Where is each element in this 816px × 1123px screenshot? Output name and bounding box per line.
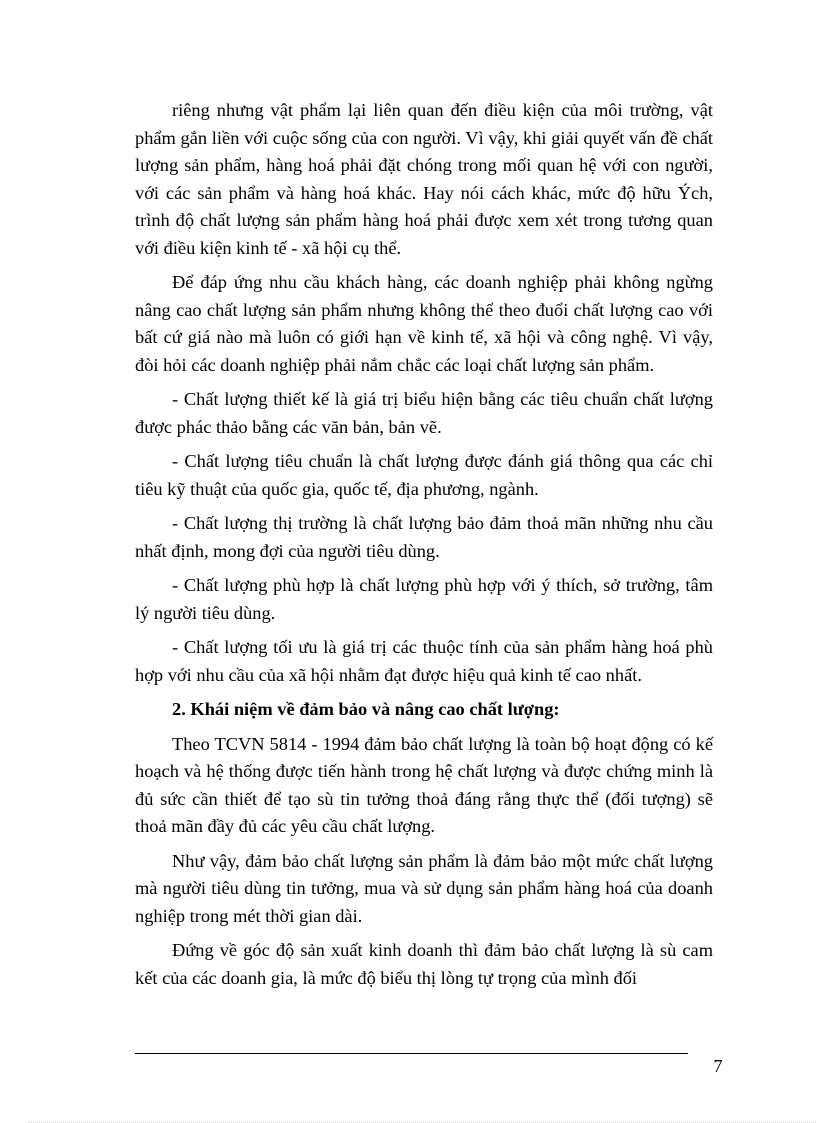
list-item-quality-design: - Chất lượng thiết kế là giá trị biểu hiện bằng các tiêu chuẩn chất lượng được phác thảo bằng các văn bản, bản vẽ. (135, 389, 713, 437)
page-body (135, 97, 713, 999)
section-heading: 2. Khái niệm về đảm bảo và nâng cao chất lượng: (172, 699, 560, 719)
list-item-quality-standard: - Chất lượng tiêu chuẩn là chất lượng được đánh giá thông qua các chỉ tiêu kỹ thuật của quốc gia, quốc tế, địa phương, ngành. (135, 451, 713, 499)
paragraph: Theo TCVN 5814 - 1994 đảm bảo chất lượng là toàn bộ hoạt động có kế hoạch và hệ thống được tiến hành trong hệ chất lượng và được chứng minh là đủ sức cần thiết để tạo sù tin tưởng thoả đáng rằng thực thể (đối tượng) sẽ thoả mãn đầy đủ các yêu cầu chất lượng. (135, 733, 713, 836)
paragraph: Để đáp ứng nhu cầu khách hàng, các doanh nghiệp phải không ngừng nâng cao chất lượng sản phẩm nhưng không thể theo đuổi chất lượng cao với bất cứ giá nào mà luôn có giới hạn về kinh tế, xã hội và công nghệ. Vì vậy, đòi hỏi các doanh nghiệp phải nắm chắc các loại chất lượng sản phẩm. (135, 272, 713, 375)
paragraph: Như vậy, đảm bảo chất lượng sản phẩm là đảm bảo một mức chất lượng mà người tiêu dùng tin tưởng, mua và sử dụng sản phẩm hàng hoá của doanh nghiệp trong mét thời gian dài. (135, 850, 713, 926)
list-item-quality-conformance: - Chất lượng phù hợp là chất lượng phù hợp với ý thích, sở trường, tâm lý người tiêu dùng. (135, 575, 713, 623)
list-item-quality-optimal: - Chất lượng tối ưu là giá trị các thuộc tính của sản phẩm hàng hoá phù hợp với nhu cầu của xã hội nhằm đạt được hiệu quả kinh tế cao nhất. (135, 637, 713, 685)
footer-divider (135, 1053, 688, 1054)
paragraph: riêng nhưng vật phẩm lại liên quan đến điều kiện của môi trường, vật phẩm gắn liền với cuộc sống của con người. Vì vậy, khi giải quyết vấn đề chất lượng sản phẩm, hàng hoá phải đặt chóng trong mối quan hệ với con người, với các sản phẩm và hàng hoá khác. Hay nói cách khác, mức độ hữu Ých, trình độ chất lượng sản phẩm hàng hoá phải được xem xét trong tương quan với điều kiện kinh tế - xã hội cụ thể. (135, 100, 713, 258)
page-number: 7 (713, 1056, 723, 1076)
paragraph: Đứng về góc độ sản xuất kinh doanh thì đảm bảo chất lượng là sù cam kết của các doanh gia, là mức độ biểu thị lòng tự trọng của mình đối (135, 940, 713, 988)
list-item-quality-market: - Chất lượng thị trường là chất lượng bảo đảm thoả mãn những nhu cầu nhất định, mong đợi của người tiêu dùng. (135, 513, 713, 561)
